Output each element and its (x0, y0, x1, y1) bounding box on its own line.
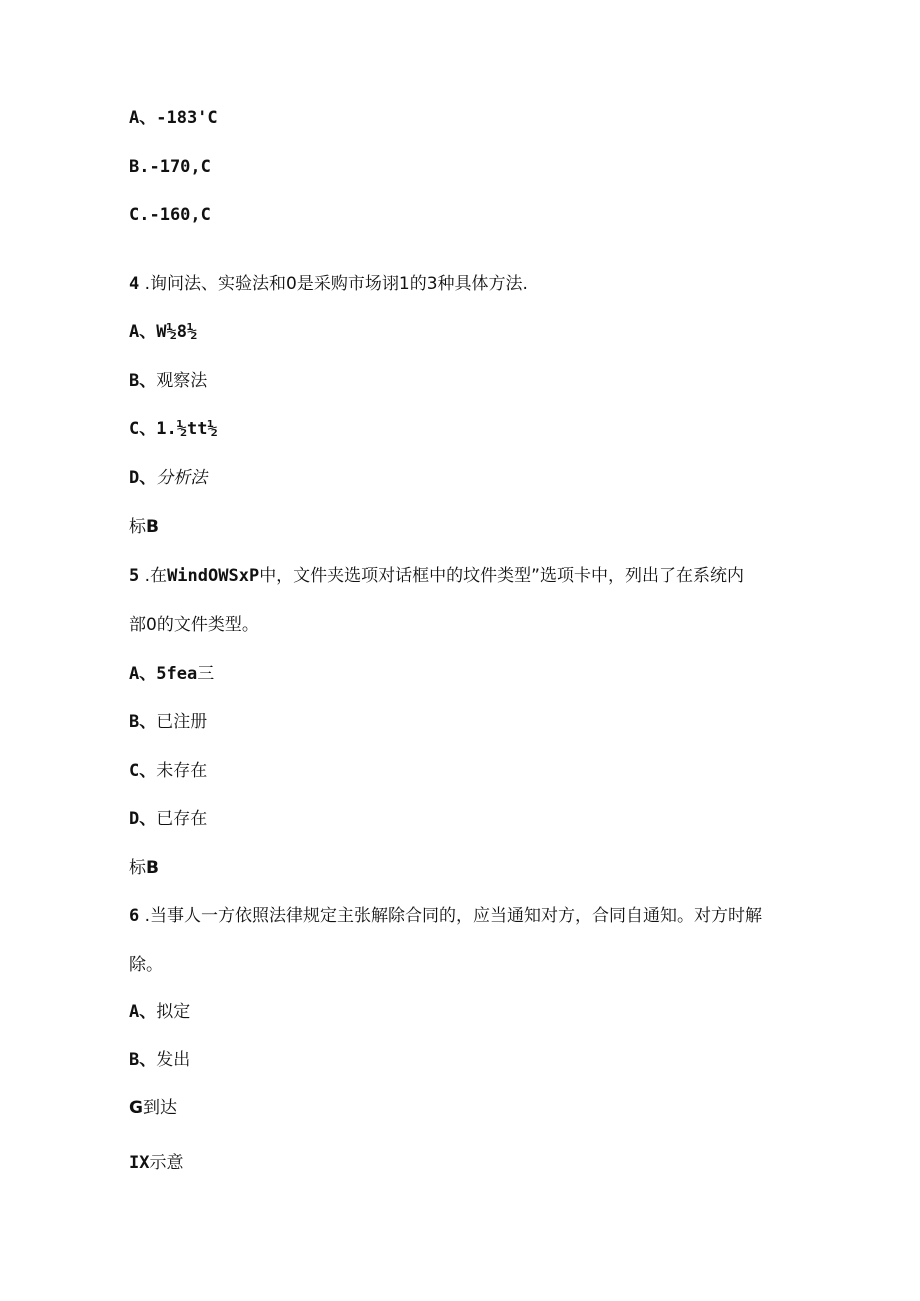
q4-stem-text: .询问法、实验法和0是采购市场诩1的3种具体方法. (144, 274, 528, 294)
q5-option-d (129, 808, 207, 830)
q5-option-b-prefix: B、 (129, 712, 157, 732)
q3-option-b: B.-170,C (129, 157, 211, 177)
q6-option-d-text: 示意 (149, 1153, 184, 1173)
q5-stem-line2: 部0的文件类型。 (129, 615, 259, 635)
q3-option-c: C.-160,C (129, 205, 211, 225)
q6-option-d-prefix: IX (129, 1153, 150, 1173)
q5-option-b-text: 已注册 (156, 712, 208, 732)
q6-option-c-prefix: G (129, 1098, 143, 1118)
q5-option-d-text: 已存在 (156, 809, 208, 829)
q5-option-a-code: 5fea (156, 664, 198, 684)
q4-option-d-text: 分析法 (156, 468, 208, 488)
q3-option-a: A、-183'C (129, 108, 218, 128)
q5-option-a (129, 663, 214, 685)
q5-stem (129, 565, 744, 587)
q4-option-d-prefix: D、 (129, 468, 157, 488)
q4-option-a-text: W½8½ (156, 322, 198, 342)
q5-option-a-text: 三 (197, 664, 215, 684)
q6-option-d (129, 1152, 183, 1174)
q4-option-b-prefix: B、 (129, 371, 157, 391)
q6-option-c (129, 1097, 177, 1119)
q6-option-b-text: 发出 (156, 1050, 191, 1070)
q6-option-a-prefix: A、 (129, 1002, 157, 1022)
q6-stem-line2: 除。 (129, 955, 163, 975)
q4-option-c-prefix: C、 (129, 419, 157, 439)
q5-answer (129, 857, 159, 879)
q5-answer-label: 标 (129, 858, 146, 878)
q4-option-a (129, 321, 197, 343)
q4-option-b-text: 观察法 (156, 371, 208, 391)
q5-option-c (129, 760, 207, 782)
q5-option-c-text: 未存在 (156, 761, 208, 781)
q5-option-b (129, 711, 207, 733)
q4-answer (129, 516, 159, 538)
q4-option-b (129, 370, 207, 392)
q4-answer-value: B (146, 517, 159, 537)
q5-stem-post: 中，文件夹选项对话框中的坟件类型”选项卡中，列出了在系统内 (259, 566, 744, 586)
q4-option-a-prefix: A、 (129, 322, 157, 342)
q4-option-c-text: 1.½tt½ (156, 419, 218, 439)
q4-option-d (129, 467, 207, 489)
q6-option-a (129, 1001, 190, 1023)
q5-option-a-prefix: A、 (129, 664, 157, 684)
q4-answer-label: 标 (129, 517, 146, 537)
q4-stem (129, 273, 528, 295)
q6-stem (129, 905, 762, 927)
q4-number: 4 (129, 274, 140, 294)
q5-option-c-prefix: C、 (129, 761, 157, 781)
q5-number: 5 (129, 566, 140, 586)
q5-option-d-prefix: D、 (129, 809, 157, 829)
q6-option-b-prefix: B、 (129, 1050, 157, 1070)
q6-stem-text: .当事人一方依照法律规定主张解除合同的，应当通知对方，合同自通知。对方时解 (144, 906, 763, 926)
q6-option-c-text: 到达 (142, 1098, 177, 1118)
q4-option-c (129, 418, 218, 440)
q6-number: 6 (129, 906, 140, 926)
q5-stem-pre: .在 (144, 566, 168, 586)
q6-option-b (129, 1049, 190, 1071)
q6-option-a-text: 拟定 (156, 1002, 191, 1022)
q5-stem-code: WindOWSxP (167, 566, 260, 586)
q5-answer-value: B (146, 858, 159, 878)
